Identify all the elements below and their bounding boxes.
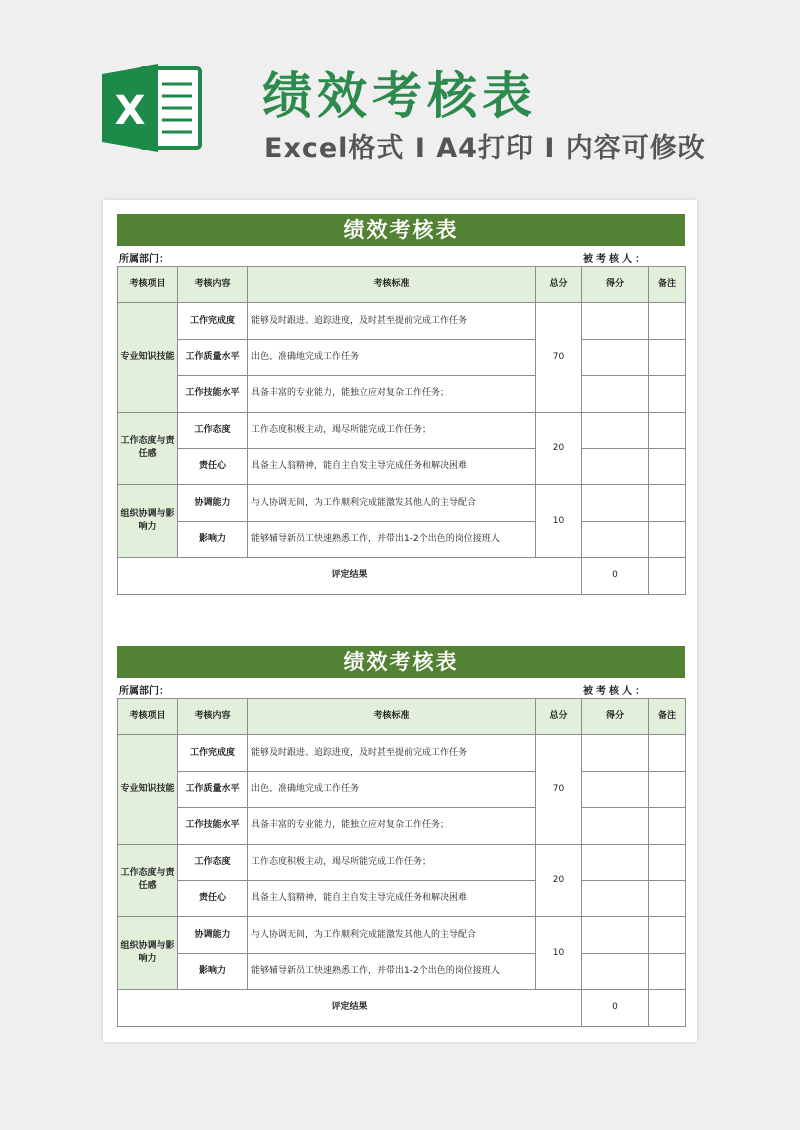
content-cell[interactable]: 工作技能水平 bbox=[178, 376, 248, 412]
excel-logo-icon bbox=[100, 62, 204, 154]
table-row bbox=[118, 521, 686, 557]
total-cell[interactable]: 10 bbox=[536, 485, 582, 558]
svg-text:X: X bbox=[114, 88, 146, 134]
column-header: 总分 bbox=[536, 699, 582, 735]
remark-cell[interactable] bbox=[649, 412, 686, 448]
score-cell[interactable] bbox=[582, 376, 649, 412]
score-cell[interactable] bbox=[582, 953, 649, 989]
total-cell[interactable]: 70 bbox=[536, 735, 582, 844]
remark-cell[interactable] bbox=[649, 880, 686, 916]
score-cell[interactable] bbox=[582, 521, 649, 557]
document-paper bbox=[103, 200, 697, 1042]
total-cell[interactable]: 10 bbox=[536, 917, 582, 990]
remark-cell[interactable] bbox=[649, 917, 686, 953]
content-cell[interactable]: 协调能力 bbox=[178, 917, 248, 953]
assessment-table bbox=[117, 266, 686, 595]
dept-label: 所属部门： bbox=[119, 686, 169, 697]
score-cell[interactable] bbox=[582, 917, 649, 953]
score-cell[interactable] bbox=[582, 880, 649, 916]
column-header: 得分 bbox=[582, 699, 649, 735]
remark-cell[interactable] bbox=[649, 735, 686, 771]
standard-cell[interactable]: 能够辅导新员工快速熟悉工作，并带出1-2个出色的岗位接班人 bbox=[248, 521, 536, 557]
page-header bbox=[0, 0, 800, 190]
standard-cell[interactable]: 具备主人翁精神，能自主自发主导完成任务和解决困难 bbox=[248, 880, 536, 916]
table-row bbox=[118, 953, 686, 989]
score-cell[interactable] bbox=[582, 448, 649, 484]
standard-cell[interactable]: 与人协调无间，为工作顺利完成能激发其他人的主导配合 bbox=[248, 917, 536, 953]
column-header: 得分 bbox=[582, 267, 649, 303]
table-row bbox=[118, 448, 686, 484]
dept-label: 所属部门： bbox=[119, 254, 169, 265]
content-cell[interactable]: 工作完成度 bbox=[178, 303, 248, 339]
remark-cell[interactable] bbox=[649, 953, 686, 989]
score-cell[interactable] bbox=[582, 303, 649, 339]
standard-cell[interactable]: 出色、准确地完成工作任务 bbox=[248, 339, 536, 375]
standard-cell[interactable]: 具备丰富的专业能力，能独立应对复杂工作任务； bbox=[248, 808, 536, 844]
table-row bbox=[118, 917, 686, 953]
content-cell[interactable]: 工作技能水平 bbox=[178, 808, 248, 844]
category-cell[interactable]: 专业知识技能 bbox=[118, 303, 178, 412]
total-cell[interactable]: 20 bbox=[536, 844, 582, 917]
category-cell[interactable]: 工作态度与责任感 bbox=[118, 412, 178, 485]
score-cell[interactable] bbox=[582, 771, 649, 807]
content-cell[interactable]: 工作完成度 bbox=[178, 735, 248, 771]
content-cell[interactable]: 工作质量水平 bbox=[178, 771, 248, 807]
score-cell[interactable] bbox=[582, 844, 649, 880]
remark-cell[interactable] bbox=[649, 376, 686, 412]
content-cell[interactable]: 工作态度 bbox=[178, 412, 248, 448]
table-header-row bbox=[118, 699, 686, 735]
score-cell[interactable] bbox=[582, 339, 649, 375]
table-row bbox=[118, 808, 686, 844]
total-cell[interactable]: 20 bbox=[536, 412, 582, 485]
assessment-sheet bbox=[117, 214, 685, 595]
column-header: 总分 bbox=[536, 267, 582, 303]
content-cell[interactable]: 影响力 bbox=[178, 953, 248, 989]
standard-cell[interactable]: 工作态度积极主动，竭尽所能完成工作任务； bbox=[248, 844, 536, 880]
column-header: 备注 bbox=[649, 699, 686, 735]
result-remark-cell[interactable] bbox=[649, 558, 686, 594]
result-remark-cell[interactable] bbox=[649, 990, 686, 1026]
standard-cell[interactable]: 具备丰富的专业能力，能独立应对复杂工作任务； bbox=[248, 376, 536, 412]
result-label: 评定结果 bbox=[118, 990, 582, 1026]
standard-cell[interactable]: 能够及时跟进、追踪进度，及时甚至提前完成工作任务 bbox=[248, 303, 536, 339]
table-row bbox=[118, 485, 686, 521]
content-cell[interactable]: 工作质量水平 bbox=[178, 339, 248, 375]
score-cell[interactable] bbox=[582, 485, 649, 521]
column-header: 考核内容 bbox=[178, 699, 248, 735]
table-row bbox=[118, 376, 686, 412]
table-row bbox=[118, 735, 686, 771]
column-header: 考核内容 bbox=[178, 267, 248, 303]
table-row bbox=[118, 771, 686, 807]
remark-cell[interactable] bbox=[649, 339, 686, 375]
total-cell[interactable]: 70 bbox=[536, 303, 582, 412]
content-cell[interactable]: 责任心 bbox=[178, 448, 248, 484]
sheet-title: 绩效考核表 bbox=[117, 646, 685, 678]
sheet-meta bbox=[117, 678, 685, 698]
assessee-label: 被考核人： bbox=[583, 686, 648, 697]
score-cell[interactable] bbox=[582, 412, 649, 448]
subtitle: Excel格式 I A4打印 I 内容可修改 bbox=[264, 133, 706, 164]
remark-cell[interactable] bbox=[649, 448, 686, 484]
table-row bbox=[118, 303, 686, 339]
standard-cell[interactable]: 出色、准确地完成工作任务 bbox=[248, 771, 536, 807]
remark-cell[interactable] bbox=[649, 303, 686, 339]
remark-cell[interactable] bbox=[649, 771, 686, 807]
result-value[interactable]: 0 bbox=[582, 558, 649, 594]
result-label: 评定结果 bbox=[118, 558, 582, 594]
column-header: 考核标准 bbox=[248, 699, 536, 735]
content-cell[interactable]: 责任心 bbox=[178, 880, 248, 916]
category-cell[interactable]: 工作态度与责任感 bbox=[118, 844, 178, 917]
score-cell[interactable] bbox=[582, 808, 649, 844]
sheet-title: 绩效考核表 bbox=[117, 214, 685, 246]
assessment-table bbox=[117, 698, 686, 1027]
assessee-label: 被考核人： bbox=[583, 254, 648, 265]
score-cell[interactable] bbox=[582, 735, 649, 771]
remark-cell[interactable] bbox=[649, 485, 686, 521]
category-cell[interactable]: 专业知识技能 bbox=[118, 735, 178, 844]
standard-cell[interactable]: 具备主人翁精神，能自主自发主导完成任务和解决困难 bbox=[248, 448, 536, 484]
table-row bbox=[118, 339, 686, 375]
result-row bbox=[118, 558, 686, 594]
column-header: 考核标准 bbox=[248, 267, 536, 303]
table-row bbox=[118, 880, 686, 916]
table-row bbox=[118, 412, 686, 448]
remark-cell[interactable] bbox=[649, 844, 686, 880]
table-header-row bbox=[118, 267, 686, 303]
main-title: 绩效考核表 bbox=[262, 67, 537, 125]
column-header: 考核项目 bbox=[118, 699, 178, 735]
standard-cell[interactable]: 能够及时跟进、追踪进度，及时甚至提前完成工作任务 bbox=[248, 735, 536, 771]
standard-cell[interactable]: 工作态度积极主动，竭尽所能完成工作任务； bbox=[248, 412, 536, 448]
table-row bbox=[118, 844, 686, 880]
sheet-meta bbox=[117, 246, 685, 266]
result-value[interactable]: 0 bbox=[582, 990, 649, 1026]
column-header: 考核项目 bbox=[118, 267, 178, 303]
category-cell[interactable]: 组织协调与影响力 bbox=[118, 917, 178, 990]
remark-cell[interactable] bbox=[649, 808, 686, 844]
content-cell[interactable]: 工作态度 bbox=[178, 844, 248, 880]
standard-cell[interactable]: 能够辅导新员工快速熟悉工作，并带出1-2个出色的岗位接班人 bbox=[248, 953, 536, 989]
standard-cell[interactable]: 与人协调无间，为工作顺利完成能激发其他人的主导配合 bbox=[248, 485, 536, 521]
result-row bbox=[118, 990, 686, 1026]
category-cell[interactable]: 组织协调与影响力 bbox=[118, 485, 178, 558]
content-cell[interactable]: 影响力 bbox=[178, 521, 248, 557]
assessment-sheet bbox=[117, 646, 685, 1027]
remark-cell[interactable] bbox=[649, 521, 686, 557]
column-header: 备注 bbox=[649, 267, 686, 303]
content-cell[interactable]: 协调能力 bbox=[178, 485, 248, 521]
